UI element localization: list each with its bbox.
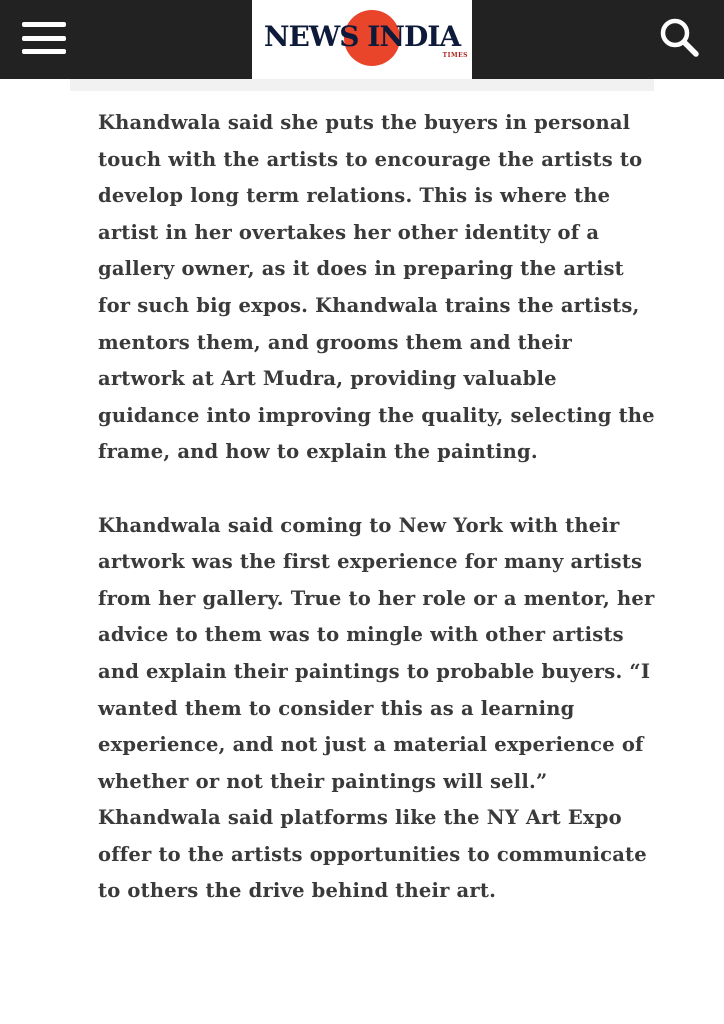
search-icon: [656, 14, 702, 60]
menu-button[interactable]: [18, 18, 70, 58]
logo-subtext: TIMES: [442, 52, 468, 59]
hamburger-menu-icon-bar: [22, 49, 66, 54]
article-paragraph: Khandwala said coming to New York with their artwork was the first experience for many artists from her gallery. True to her role or a mentor, her advice to them was to mingle with other artists and explain their paintings to probable buyers. “I wanted them to consider this as a learning experience, and not just a material experience of whether or not their paintings will sell.” Khandwala said platforms like the NY Art Expo offer to the artists opportunities to communicate to others the drive behind their art.: [98, 513, 655, 903]
site-header: [0, 0, 724, 79]
article-body: [98, 105, 658, 910]
hamburger-menu-icon: [22, 22, 66, 27]
search-button[interactable]: [656, 14, 702, 60]
hamburger-menu-icon-bar: [22, 36, 66, 41]
site-logo[interactable]: [252, 0, 472, 79]
logo-text: NEWS INDIA: [263, 20, 461, 53]
article-paragraph: Khandwala said she puts the buyers in personal touch with the artists to encourage the artists to develop long term relations. This is where the artist in her overtakes her other identity of a gallery owner, as it does in preparing the artist for such big expos. Khandwala trains the artists, mentors them, and grooms them and their artwork at Art Mudra, providing valuable guidance into improving the quality, selecting the frame, and how to explain the painting.: [98, 111, 655, 464]
header-divider: [70, 79, 654, 91]
